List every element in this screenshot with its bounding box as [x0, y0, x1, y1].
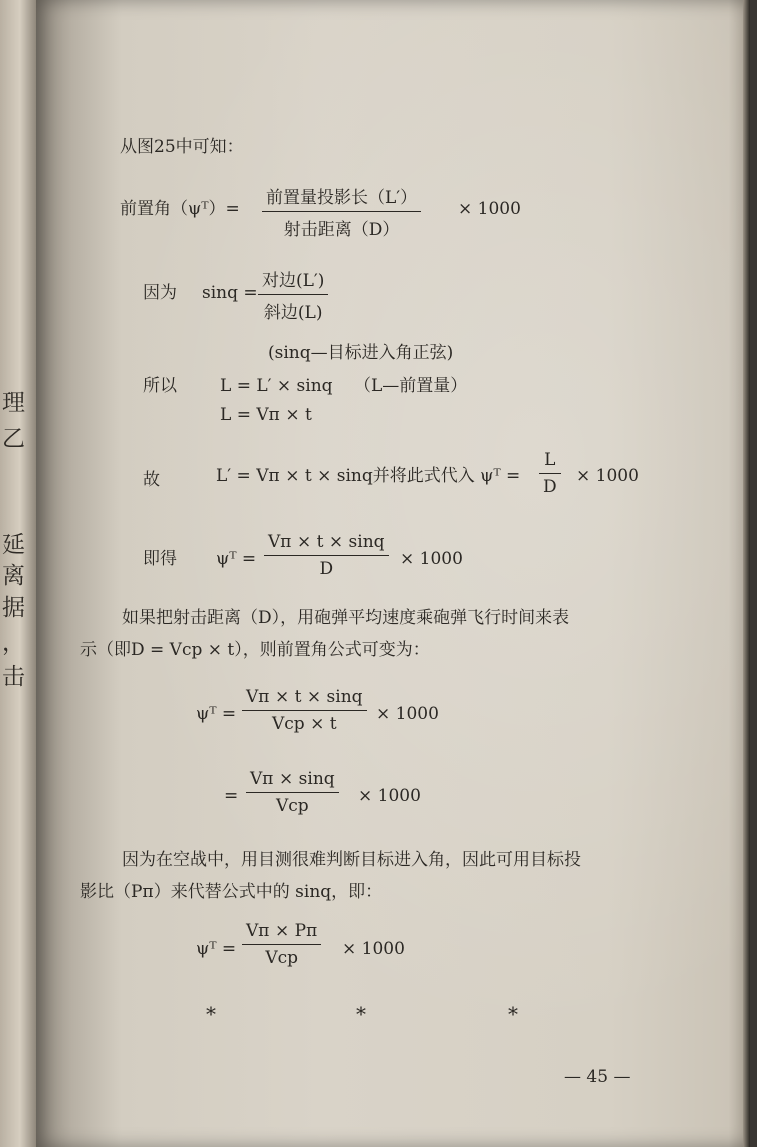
result-fraction	[264, 532, 389, 579]
so-equation-2: L = Vп × t	[220, 405, 312, 425]
intro-text: 从图25中可知：	[120, 137, 244, 157]
facing-page-fragment: 理	[2, 390, 25, 416]
facing-page-fragment: 延	[2, 532, 25, 558]
eq2-numerator: 对边(L′)	[262, 271, 325, 291]
eq1-factor: × 1000	[458, 199, 521, 219]
paragraph-2-line-2: 影比（Pп）来代替公式中的 sinq，即：	[80, 882, 383, 902]
facing-page-fragment: ，	[2, 630, 25, 656]
therefore-factor: × 1000	[576, 466, 639, 486]
eq5-factor: × 1000	[376, 704, 439, 724]
therefore-denominator: D	[543, 477, 557, 497]
so-label: 所以	[143, 376, 177, 396]
eq7-numerator: Vп × Pп	[246, 921, 318, 941]
eq1-numerator: 前置量投影长（L′）	[266, 188, 418, 208]
result-denominator: D	[319, 559, 334, 579]
eq2-label: 因为	[143, 283, 177, 303]
facing-page-edge	[0, 0, 36, 1147]
therefore-label: 故	[143, 470, 160, 490]
eq2-fraction	[258, 266, 328, 323]
paragraph-1-line-2: 示（即D = Vcp × t），则前置角公式可变为：	[80, 640, 430, 660]
result-lhs: ψᵀ =	[216, 549, 257, 569]
paragraph-2-line-1: 因为在空战中，用目测很难判断目标进入角，因此可用目标投	[122, 850, 581, 870]
separator-star: *	[356, 1002, 366, 1026]
therefore-text: L′ = Vп × t × sinq并将此式代入 ψᵀ =	[216, 466, 521, 486]
eq6-numerator: Vп × sinq	[250, 769, 335, 789]
page-number: — 45 —	[564, 1067, 631, 1087]
eq5-numerator: Vп × t × sinq	[246, 687, 363, 707]
eq6-factor: × 1000	[358, 786, 421, 806]
result-numerator: Vп × t × sinq	[268, 532, 385, 552]
so-equation-1-note: （L—前置量）	[354, 376, 468, 396]
eq7-lhs: ψᵀ =	[196, 939, 237, 959]
separator-star: *	[508, 1002, 518, 1026]
eq7-fraction	[242, 921, 321, 968]
eq6-fraction	[246, 769, 339, 816]
facing-page-fragment: 击	[2, 664, 25, 690]
sinq-note: (sinq—目标进入角正弦)	[268, 343, 454, 363]
eq5-lhs: ψᵀ =	[196, 704, 237, 724]
result-label: 即得	[143, 549, 177, 569]
page-edge	[743, 0, 750, 1147]
eq2-denominator: 斜边(L)	[263, 303, 323, 323]
eq5-fraction	[242, 687, 367, 734]
facing-page-fragment: 离	[2, 563, 25, 589]
result-factor: × 1000	[400, 549, 463, 569]
eq2-lhs: sinq =	[202, 283, 258, 303]
eq1-lhs: 前置角（ψᵀ）=	[120, 199, 240, 219]
eq7-denominator: Vcp	[265, 948, 299, 968]
eq6-lhs: =	[224, 786, 239, 806]
facing-page-fragment: 乙	[2, 426, 25, 452]
eq5-denominator: Vcp × t	[271, 714, 337, 734]
eq7-factor: × 1000	[342, 939, 405, 959]
eq1-denominator: 射击距离（D）	[283, 220, 400, 240]
paragraph-1-line-1: 如果把射击距离（D），用砲弹平均速度乘砲弹飞行时间来表	[122, 608, 570, 628]
eq6-denominator: Vcp	[275, 796, 309, 816]
therefore-fraction	[539, 450, 561, 497]
book-page	[36, 0, 750, 1147]
separator-star: *	[206, 1002, 216, 1026]
facing-page-fragment: 据	[2, 595, 25, 621]
therefore-numerator: L	[544, 450, 556, 470]
so-equation-1: L = L′ × sinq	[220, 376, 333, 396]
eq1-fraction	[262, 183, 421, 240]
